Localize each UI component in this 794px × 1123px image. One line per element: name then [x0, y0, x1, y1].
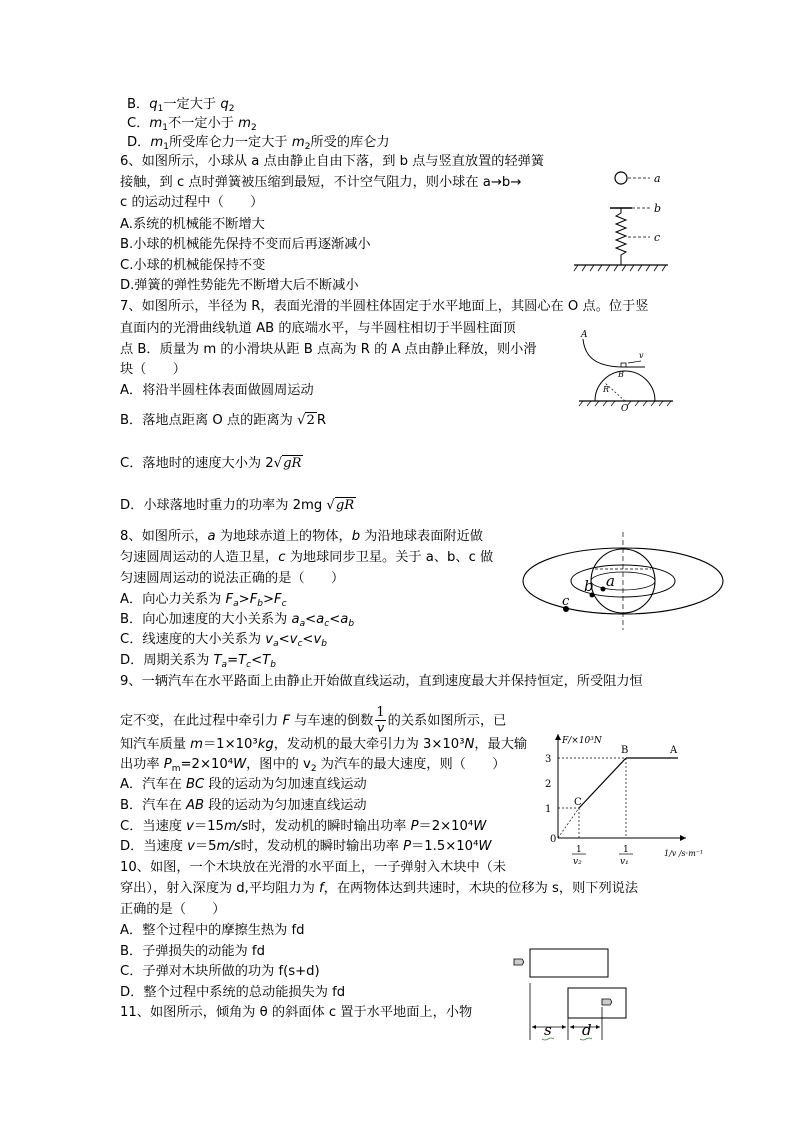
q5-option-c: C．$m_1$不一定小于 $m_2$: [127, 116, 257, 133]
label-B: B: [618, 370, 624, 379]
curved-track: [583, 339, 624, 367]
q8-stem-line1: 8、如图所示，a 为地球赤道上的物体，b 为沿地球表面附近做: [120, 529, 483, 544]
velocity-arrow: [628, 361, 641, 363]
q6-option-c: C.小球的机械能保持不变: [120, 258, 266, 273]
q11-stem-line1: 11、如图所示，倾角为 θ 的斜面体 c 置于水平地面上，小物: [120, 1005, 473, 1020]
q10-option-a: A．整个过程中的摩擦生热为 fd: [120, 923, 305, 938]
segment-CB: [579, 758, 626, 808]
label-a: a: [654, 172, 661, 185]
q6-option-b: B.小球的机械能先保持不变而后再逐渐减小: [120, 237, 371, 252]
y-axis-label: F/×10³N: [562, 736, 602, 746]
bullet-after-icon: [602, 999, 612, 1005]
q9-force-graph: [536, 728, 711, 868]
q9-stem-line2: 定不变，在此过程中牵引力 F 与车速的倒数 $\frac{1}{v}$ 的关系如图所示，已: [120, 705, 507, 736]
q7-half-cylinder-figure: [575, 325, 675, 413]
bullet-before-icon: [514, 959, 524, 965]
q5-option-b: B．$q_1$一定大于 $q_2$: [127, 97, 235, 114]
q7-option-d: D．小球落地时重力的功率为 2mg √gR: [120, 498, 355, 513]
q9-option-b: B．汽车在 AB 段的运动为匀加速直线运动: [120, 798, 367, 813]
q8-stem-line3: 匀速圆周运动的说法正确的是（ ）: [120, 571, 345, 586]
q6-spring-figure: [570, 165, 680, 275]
point-C-label: C: [574, 797, 582, 808]
q8-stem-line2: 匀速圆周运动的人造卫星，c 为地球同步卫星。关于 a、b、c 做: [120, 550, 494, 565]
x-tick-2-den: v₁: [620, 857, 629, 867]
spring-icon: [616, 208, 626, 265]
q10-option-b: B．子弹损失的动能为 fd: [120, 944, 265, 959]
q10-stem-line3: 正确的是（ ）: [120, 902, 226, 917]
q8-option-b: B．向心加速度的大小关系为 $a_a<a_c<a_b$: [120, 612, 355, 629]
svg-text:R: R: [603, 385, 610, 394]
q6-stem-line2: 接触，到 c 点时弹簧被压缩到最短，不计空气阻力，则小球在 a→b→: [120, 175, 522, 190]
q6-stem-line1: 6、如图所示，小球从 a 点由静止自由下落，到 b 点与竖直放置的轻弹簧: [120, 154, 545, 169]
q8-orbit-figure: [518, 528, 728, 634]
wood-block-before: [530, 949, 608, 977]
x-tick-1-den: v₂: [573, 857, 582, 867]
q9-option-a: A．汽车在 BC 段的运动为匀加速直线运动: [120, 777, 367, 792]
q9-stem-line3: 知汽车质量 m＝1×10³kg，发动机的最大牵引力为 3×10³N，最大输: [120, 737, 528, 752]
q8-option-d: D．周期关系为 $T_a=T_c<T_b$: [120, 653, 276, 670]
label-s: s: [544, 1021, 552, 1039]
object-a-dot: [601, 587, 606, 592]
q7-stem-line1: 7、如图所示，半径为 R，表面光滑的半圆柱体固定于水平地面上，其圆心在 O 点。位于竖: [120, 299, 649, 314]
x-tick-2-num: 1: [623, 845, 629, 855]
q10-bullet-block-figure: [508, 945, 638, 1045]
q7-option-c: C．落地时的速度大小为 2√gR: [120, 456, 302, 471]
ground-hatch: [574, 265, 666, 271]
q6-option-a: A.系统的机械能不断增大: [120, 217, 265, 232]
q8-option-a: A．向心力关系为 $F_a>F_b>F_c$: [120, 592, 287, 609]
ball-icon: [615, 172, 627, 184]
point-A-label: A: [670, 745, 678, 756]
q8-option-c: C．线速度的大小关系为 $v_a<v_c<v_b$: [120, 632, 327, 649]
wood-block-after: [568, 988, 626, 1018]
label-d: d: [582, 1021, 592, 1039]
label-b: b: [654, 202, 662, 215]
q5-option-d: D．$m_1$所受库仑力一定大于 $m_2$所受的库仑力: [127, 135, 390, 152]
q10-option-c: C．子弹对木块所做的功为 f(s+d): [120, 964, 320, 979]
q6-stem-line3: c 的运动过程中（ ）: [120, 195, 264, 210]
q9-option-d: D．当速度 v＝5m/s时，发动机的瞬时输出功率 P＝1.5×10⁴W: [120, 839, 492, 854]
q7-stem-line2: 直面内的光滑曲线轨道 AB 的底端水平，与半圆柱相切于半圆柱面顶: [120, 321, 516, 336]
label-a: a: [606, 572, 615, 590]
label-b: b: [584, 577, 594, 595]
x-axis-label: 1/v /s·m⁻¹: [664, 849, 704, 858]
q9-option-c: C．当速度 v＝15m/s时，发动机的瞬时输出功率 P＝2×10⁴W: [120, 819, 487, 834]
y-tick-1: 1: [545, 804, 552, 815]
q10-stem-line2: 穿出），射入深度为 d,平均阻力为 f，在两物体达到共速时，木块的位移为 s，则下列说法: [120, 881, 639, 896]
label-c: c: [654, 231, 661, 244]
q7-stem-line4: 块（ ）: [120, 362, 186, 377]
label-c: c: [562, 594, 570, 609]
q9-stem-line1: 9、一辆汽车在水平路面上由静止开始做直线运动，直到速度最大并保持恒定，所受阻力恒: [120, 674, 643, 689]
slider-block: [621, 363, 626, 367]
x-tick-1-num: 1: [576, 845, 582, 855]
label-O: O: [621, 404, 629, 413]
q7-option-a: A．将沿半圆柱体表面做圆周运动: [120, 383, 314, 398]
label-A: A: [581, 330, 588, 340]
q10-option-d: D．整个过程中系统的总动能损失为 fd: [120, 985, 346, 1000]
q7-option-b: B．落地点距离 O 点的距离为 √2 R: [120, 413, 327, 428]
origin-label: 0: [550, 834, 557, 845]
y-tick-3: 3: [545, 754, 552, 765]
svg-text:v: v: [639, 351, 644, 360]
q9-stem-line4: 出功率 $P_m=2\times 10^4W$，图中的 $v_2$ 为汽车的最大速度，则（ ）: [120, 757, 506, 774]
q7-stem-line3: 点 B．质量为 m 的小滑块从距 B 点高为 R 的 A 点由静止释放，则小滑: [120, 342, 537, 357]
y-tick-2: 2: [545, 779, 552, 790]
point-B-label: B: [621, 745, 629, 756]
q6-option-d: D.弹簧的弹性势能先不断增大后不断减小: [120, 278, 359, 293]
q10-stem-line1: 10、如图，一个木块放在光滑的水平面上，一子弹射入木块中（未: [120, 860, 507, 875]
